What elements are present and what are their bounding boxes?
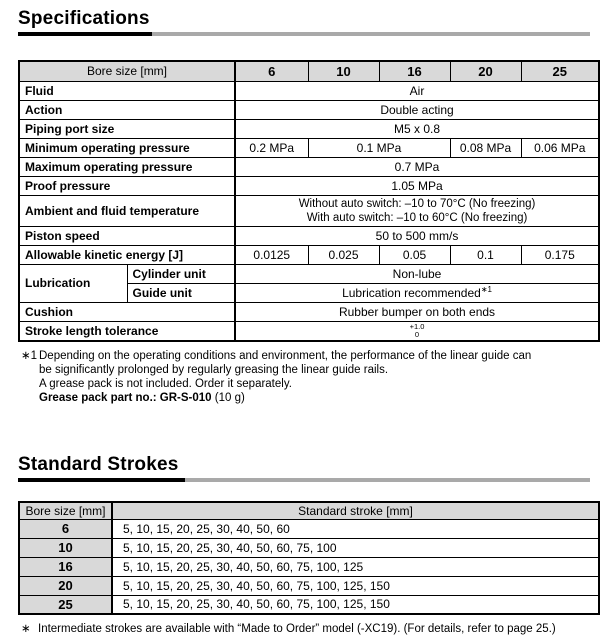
piston-speed-value-cell: 50 to 500 mm/s xyxy=(235,226,599,245)
table-row xyxy=(19,100,599,119)
table-row xyxy=(19,302,599,321)
lubrication-guide-label-cell: Guide unit xyxy=(127,283,235,302)
underline-gray-segment xyxy=(185,478,590,482)
table-row xyxy=(19,538,599,557)
max-pressure-label-cell: Maximum operating pressure xyxy=(19,157,235,176)
table-row xyxy=(19,119,599,138)
grease-pack-weight: (10 g) xyxy=(212,392,245,404)
lubrication-cylinder-label-cell: Cylinder unit xyxy=(127,264,235,283)
footnote-line-2: be significantly prolonged by regularly greasing the linear guide rails. xyxy=(39,363,597,377)
bore-10-header-cell: 10 xyxy=(308,61,379,81)
underline-black-segment xyxy=(18,32,152,36)
tolerance-lower-value: 0 xyxy=(241,331,593,339)
stroke-tolerance-label-cell: Stroke length tolerance xyxy=(19,321,235,341)
footnote-marker: ∗ xyxy=(21,622,38,636)
standard-stroke-header-cell: Standard stroke [mm] xyxy=(112,502,599,520)
min-pressure-bore25-cell: 0.06 MPa xyxy=(521,138,599,157)
proof-pressure-value-cell: 1.05 MPa xyxy=(235,176,599,195)
table-row xyxy=(19,157,599,176)
footnote-line-4 xyxy=(39,391,597,405)
footnote-line-3: A grease pack is not included. Order it separately. xyxy=(39,377,597,391)
piston-speed-label-cell: Piston speed xyxy=(19,226,235,245)
standard-strokes-section xyxy=(18,455,597,636)
kinetic-bore10-cell: 0.025 xyxy=(308,245,379,264)
bore-25-cell: 25 xyxy=(19,595,112,614)
specifications-footnote xyxy=(18,349,597,405)
kinetic-bore20-cell: 0.1 xyxy=(450,245,521,264)
lubrication-guide-value-text: Lubrication recommended xyxy=(342,286,481,300)
table-row xyxy=(19,61,599,81)
proof-pressure-label-cell: Proof pressure xyxy=(19,176,235,195)
bore-16-cell: 16 xyxy=(19,557,112,576)
piping-port-label-cell: Piping port size xyxy=(19,119,235,138)
underline-gray-segment xyxy=(152,32,590,36)
specifications-heading: Specifications xyxy=(18,9,597,29)
temperature-label-cell: Ambient and fluid temperature xyxy=(19,195,235,226)
footnote-line-1: Depending on the operating conditions and environment, the performance of the linear guide can xyxy=(39,349,597,363)
lubrication-label-cell: Lubrication xyxy=(19,264,127,302)
temperature-line-with-switch: With auto switch: –10 to 60°C (No freezing) xyxy=(241,211,593,225)
bore-10-cell: 10 xyxy=(19,538,112,557)
cushion-label-cell: Cushion xyxy=(19,302,235,321)
bore-size-header-cell: Bore size [mm] xyxy=(19,61,235,81)
specifications-underline xyxy=(18,32,590,36)
kinetic-bore16-cell: 0.05 xyxy=(379,245,450,264)
table-row xyxy=(19,195,599,226)
table-row xyxy=(19,81,599,100)
table-row xyxy=(19,138,599,157)
specifications-section xyxy=(18,9,597,405)
footnote-marker: ∗1 xyxy=(21,349,39,405)
strokes-bore-6-cell: 5, 10, 15, 20, 25, 30, 40, 50, 60 xyxy=(112,519,599,538)
bore-20-header-cell: 20 xyxy=(450,61,521,81)
specifications-table xyxy=(18,60,600,342)
table-row xyxy=(19,576,599,595)
table-row xyxy=(19,595,599,614)
temperature-value-cell xyxy=(235,195,599,226)
table-row xyxy=(19,264,599,283)
kinetic-bore25-cell: 0.175 xyxy=(521,245,599,264)
table-row xyxy=(19,245,599,264)
bore-6-cell: 6 xyxy=(19,519,112,538)
bore-25-header-cell: 25 xyxy=(521,61,599,81)
kinetic-energy-label-cell: Allowable kinetic energy [J] xyxy=(19,245,235,264)
min-pressure-bore10-16-cell: 0.1 MPa xyxy=(308,138,450,157)
table-row xyxy=(19,519,599,538)
min-pressure-bore20-cell: 0.08 MPa xyxy=(450,138,521,157)
piping-port-value-cell: M5 x 0.8 xyxy=(235,119,599,138)
standard-strokes-footnote xyxy=(18,622,597,636)
standard-strokes-underline xyxy=(18,478,590,482)
kinetic-bore6-cell: 0.0125 xyxy=(235,245,308,264)
strokes-bore-20-cell: 5, 10, 15, 20, 25, 30, 40, 50, 60, 75, 100, 125, 150 xyxy=(112,576,599,595)
footnote-body xyxy=(39,349,597,405)
fluid-value-cell: Air xyxy=(235,81,599,100)
table-row xyxy=(19,176,599,195)
standard-strokes-table xyxy=(18,501,600,616)
table-row xyxy=(19,321,599,341)
cushion-value-cell: Rubber bumper on both ends xyxy=(235,302,599,321)
table-row xyxy=(19,226,599,245)
min-pressure-bore6-cell: 0.2 MPa xyxy=(235,138,308,157)
bore-20-cell: 20 xyxy=(19,576,112,595)
min-pressure-label-cell: Minimum operating pressure xyxy=(19,138,235,157)
bore-size-header-cell: Bore size [mm] xyxy=(19,502,112,520)
strokes-bore-25-cell: 5, 10, 15, 20, 25, 30, 40, 50, 60, 75, 100, 125, 150 xyxy=(112,595,599,614)
bore-16-header-cell: 16 xyxy=(379,61,450,81)
table-row xyxy=(19,557,599,576)
grease-pack-part-no: Grease pack part no.: GR-S-010 xyxy=(39,392,212,404)
bore-6-header-cell: 6 xyxy=(235,61,308,81)
underline-black-segment xyxy=(18,478,185,482)
stroke-tolerance-value-cell xyxy=(235,321,599,341)
temperature-line-without-switch: Without auto switch: –10 to 70°C (No freezing) xyxy=(241,197,593,211)
action-value-cell: Double acting xyxy=(235,100,599,119)
lubrication-guide-value-cell xyxy=(235,283,599,302)
tolerance-upper-value: +1.0 xyxy=(241,323,593,331)
strokes-bore-10-cell: 5, 10, 15, 20, 25, 30, 40, 50, 60, 75, 100 xyxy=(112,538,599,557)
lubrication-cylinder-value-cell: Non-lube xyxy=(235,264,599,283)
max-pressure-value-cell: 0.7 MPa xyxy=(235,157,599,176)
action-label-cell: Action xyxy=(19,100,235,119)
standard-strokes-heading: Standard Strokes xyxy=(18,455,597,475)
fluid-label-cell: Fluid xyxy=(19,81,235,100)
strokes-bore-16-cell: 5, 10, 15, 20, 25, 30, 40, 50, 60, 75, 100, 125 xyxy=(112,557,599,576)
table-row xyxy=(19,502,599,520)
footnote-body: Intermediate strokes are available with “Made to Order” model (-XC19). (For details, refer to page 25.) xyxy=(38,622,597,636)
footnote-reference: ∗1 xyxy=(481,285,492,294)
